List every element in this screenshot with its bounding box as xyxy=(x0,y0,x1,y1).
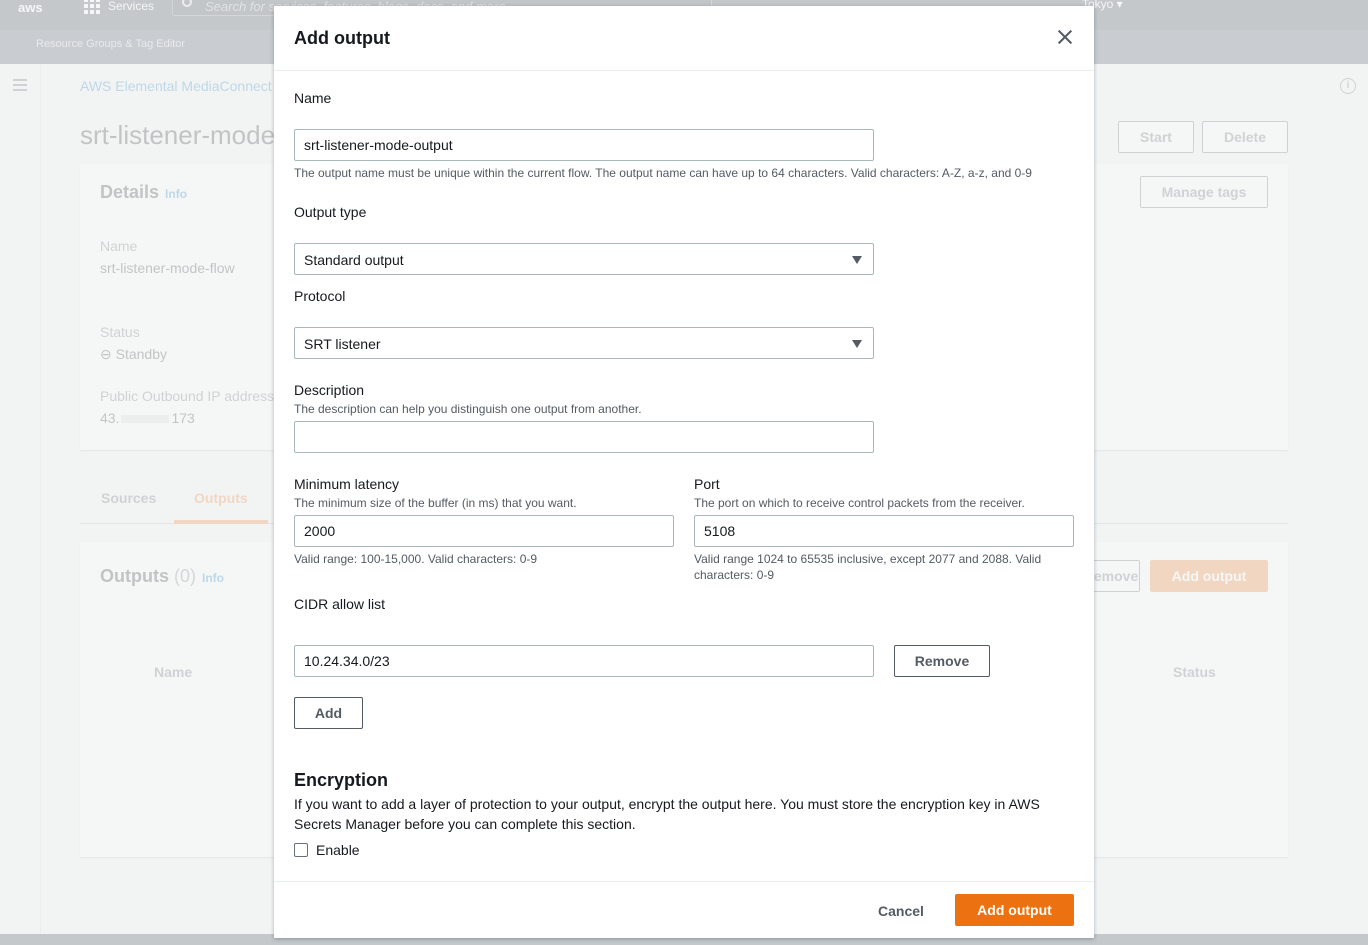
caret-down-icon xyxy=(852,256,862,264)
close-icon[interactable] xyxy=(1056,28,1074,46)
cancel-button[interactable]: Cancel xyxy=(878,903,924,919)
description-label: Description xyxy=(294,382,365,398)
min-latency-input[interactable] xyxy=(294,515,674,547)
modal-footer xyxy=(274,881,1094,938)
cidr-input[interactable] xyxy=(294,645,874,677)
protocol-value: SRT listener xyxy=(304,336,381,352)
output-type-label: Output type xyxy=(294,204,367,220)
modal-header xyxy=(274,6,1094,71)
protocol-label: Protocol xyxy=(294,288,346,304)
add-output-modal xyxy=(274,6,1094,938)
description-input[interactable] xyxy=(294,421,874,453)
output-type-select[interactable] xyxy=(294,243,874,275)
output-name-input[interactable] xyxy=(294,129,874,161)
add-cidr-button[interactable]: Add xyxy=(294,697,363,729)
port-input[interactable] xyxy=(694,515,1074,547)
name-label: Name xyxy=(294,90,332,106)
protocol-select[interactable] xyxy=(294,327,874,359)
cidr-label: CIDR allow list xyxy=(294,596,386,612)
encryption-description: If you want to add a layer of protection to your output, encrypt the output here. You must store the encryption key in AWS Secrets Manager before you can complete this section. xyxy=(294,796,1040,832)
modal-title: Add output xyxy=(294,28,390,48)
port-hint: The port on which to receive control packets from the receiver. xyxy=(694,496,1025,510)
caret-down-icon xyxy=(852,340,862,348)
min-latency-constraint: Valid range: 100-15,000. Valid characters: 0-9 xyxy=(294,552,538,566)
port-constraint: Valid range 1024 to 65535 inclusive, except 2077 and 2088. Valid characters: 0-9 xyxy=(694,552,1042,582)
min-latency-label: Minimum latency xyxy=(294,476,400,492)
name-hint: The output name must be unique within the current flow. The output name can have up to 64 characters. Valid characters: A-Z, a-z, and 0-9 xyxy=(294,166,1032,180)
add-output-submit-button[interactable]: Add output xyxy=(955,894,1074,926)
enable-encryption-checkbox[interactable] xyxy=(294,843,308,857)
enable-encryption-label[interactable]: Enable xyxy=(316,842,360,858)
output-type-value: Standard output xyxy=(304,252,404,268)
min-latency-hint: The minimum size of the buffer (in ms) that you want. xyxy=(294,496,577,510)
encryption-heading: Encryption xyxy=(294,770,389,790)
description-hint: The description can help you distinguish one output from another. xyxy=(294,402,642,416)
port-label: Port xyxy=(694,476,720,492)
remove-cidr-button[interactable]: Remove xyxy=(894,645,990,677)
